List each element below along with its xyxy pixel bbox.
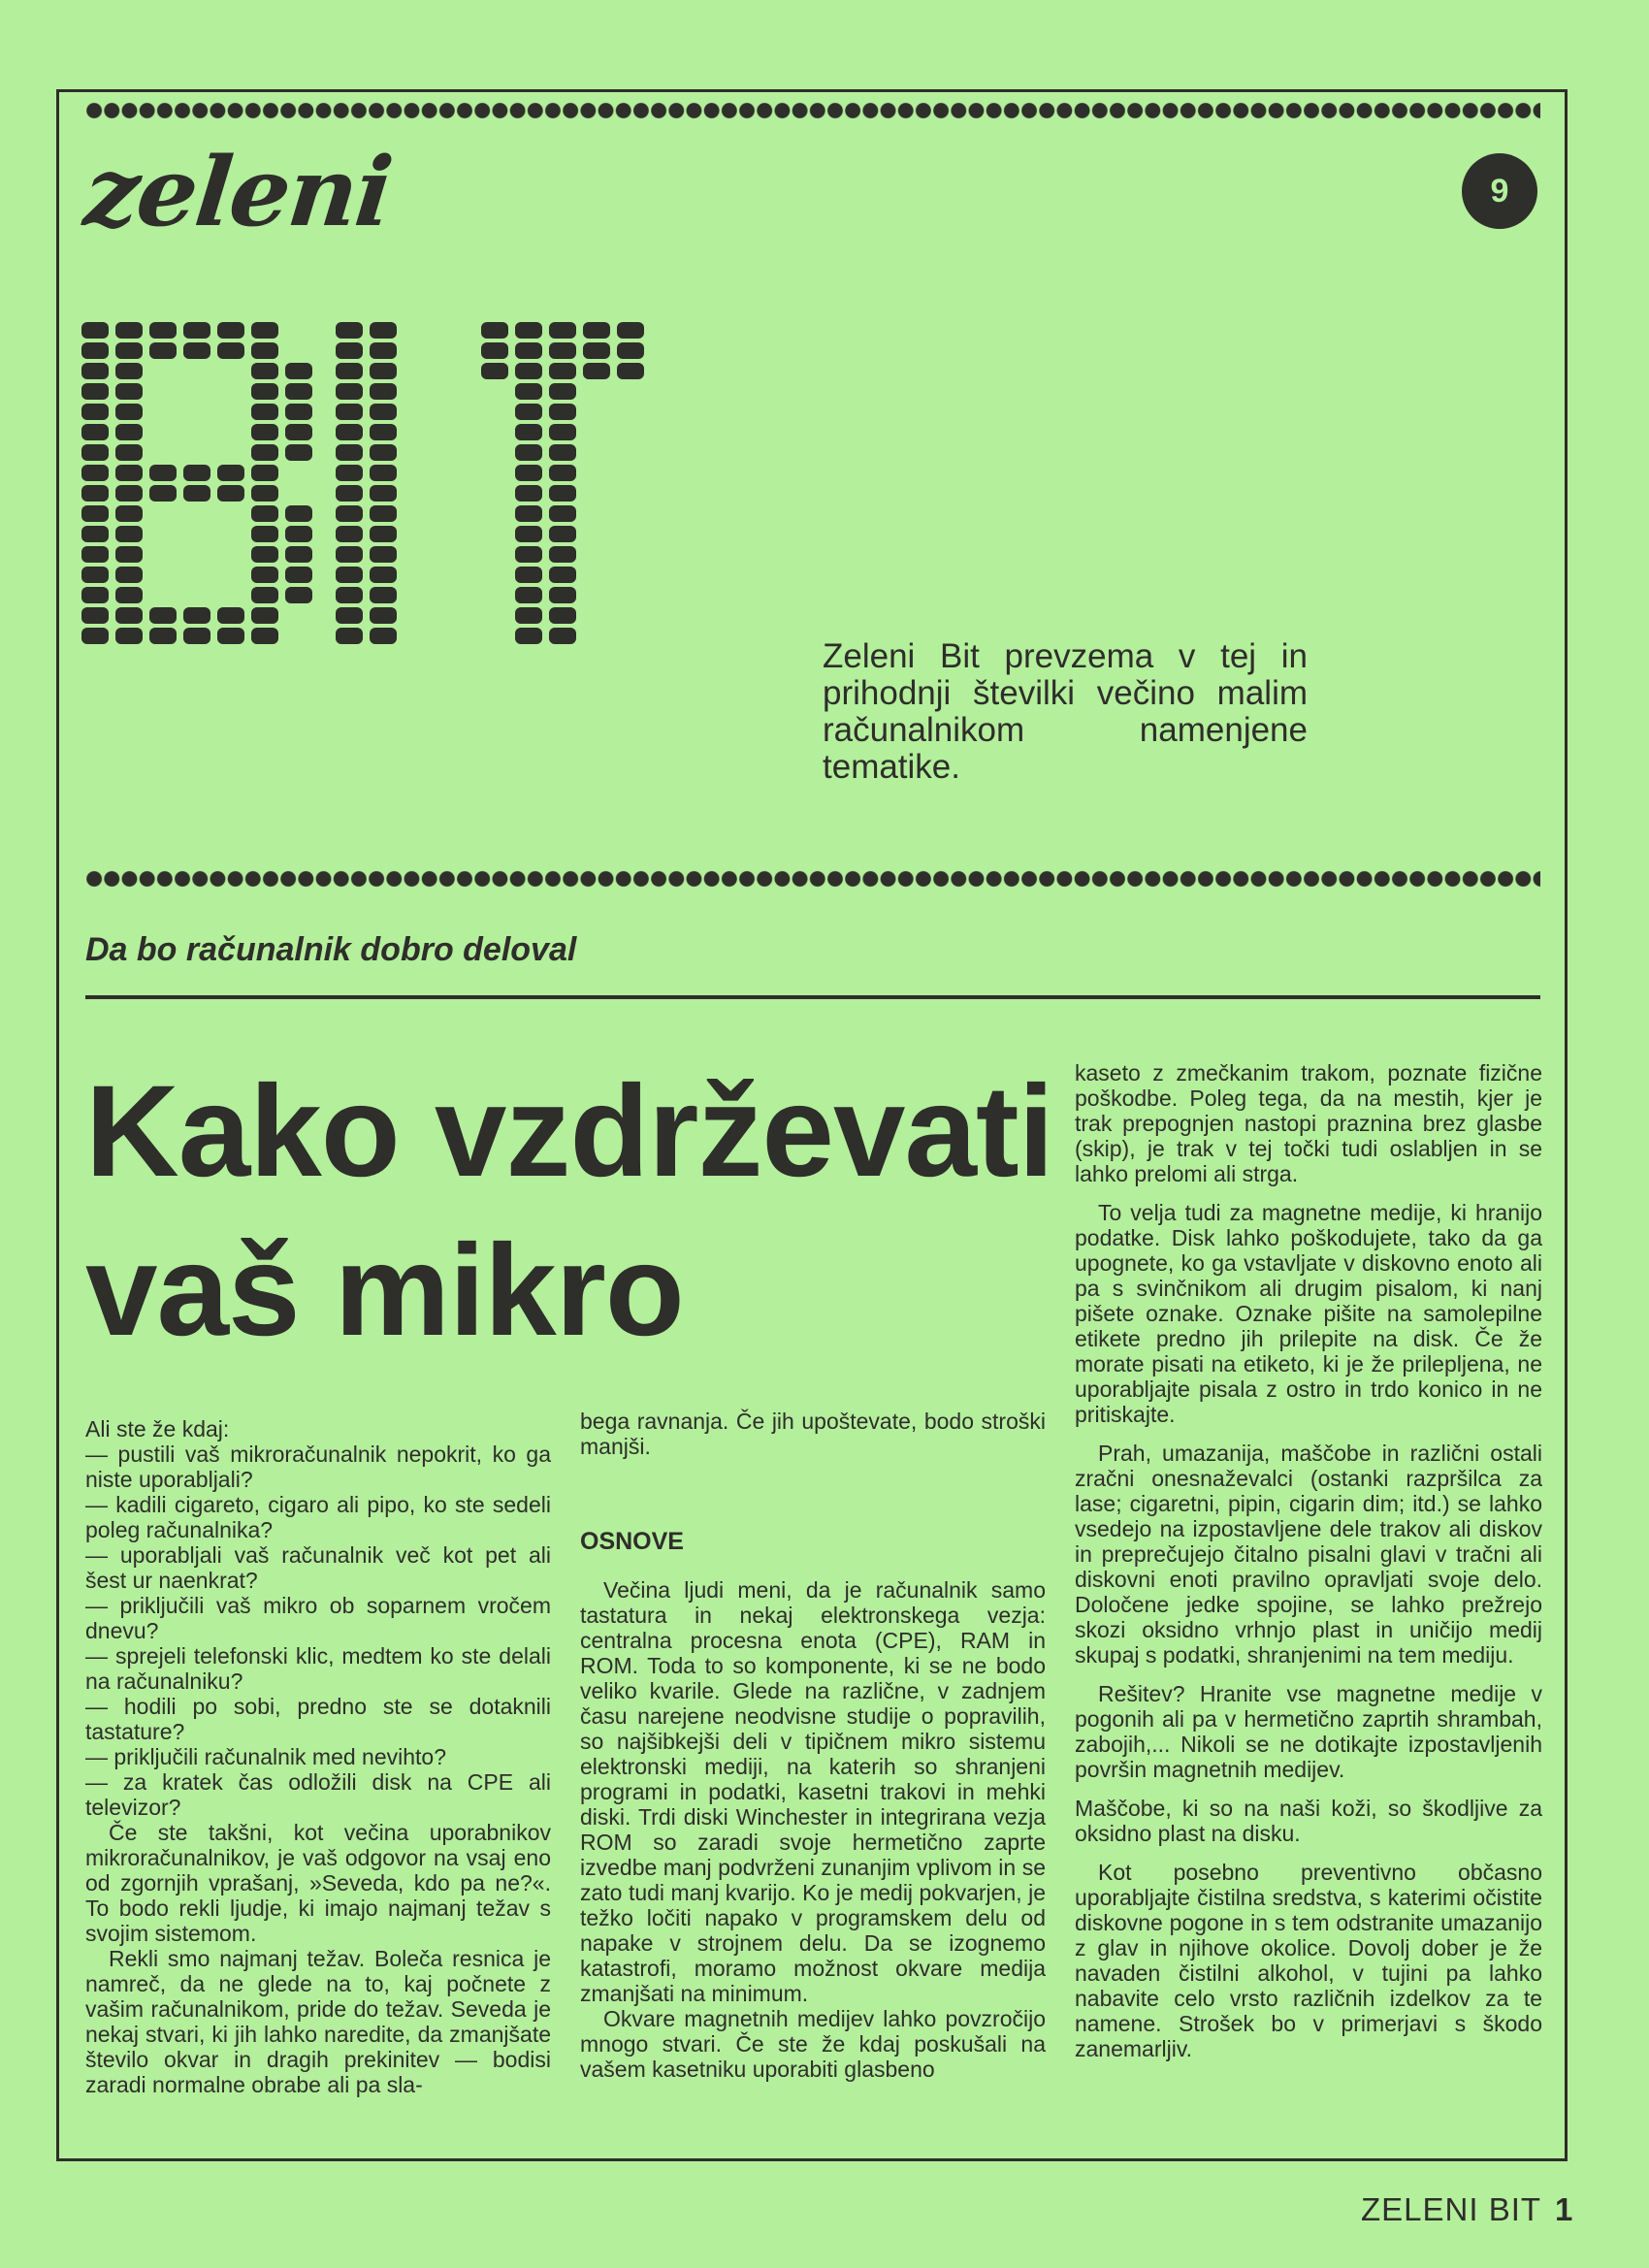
logo-cell-t (515, 322, 542, 339)
logo-cell-b (81, 546, 109, 563)
logo-cell-b (81, 322, 109, 339)
logo-cell-t (549, 505, 576, 522)
article-headline (85, 1053, 1055, 1371)
logo-cell-i (370, 567, 397, 583)
logo-cell-i (336, 607, 363, 624)
logo-cell-i (336, 505, 363, 522)
logo-cell-b (149, 322, 177, 339)
logo-cell-b (251, 607, 278, 624)
logo-cell-b (115, 424, 143, 440)
logo-cell-t (515, 628, 542, 644)
logo-cell-b (285, 424, 312, 440)
column-paragraph: bega ravnanja. Če jih upoštevate, bodo stroški manjši. (580, 1409, 1046, 1459)
logo-cell-t (549, 526, 576, 542)
logo-cell-b (183, 607, 210, 624)
column-paragraph: — priključili računalnik med nevihto? (85, 1744, 446, 1769)
logo-cell-t (515, 567, 542, 583)
logo-cell-i (336, 404, 363, 420)
logo-cell-b (285, 444, 312, 461)
logo-cell-b (81, 485, 109, 502)
logo-cell-b (251, 322, 278, 339)
logo-cell-b (217, 465, 244, 481)
logo-cell-b (251, 587, 278, 603)
logo-cell-t (549, 628, 576, 644)
headline-line-1: Kako vzdrževati (85, 1059, 1053, 1204)
section-rule (85, 995, 1540, 999)
logo-cell-i (370, 587, 397, 603)
column-paragraph: — priključili vaš mikro ob soparnem vročem dnevu? (85, 1593, 551, 1643)
logo-cell-t (481, 363, 508, 379)
logo-cell-t (583, 342, 610, 359)
logo-cell-t (549, 342, 576, 359)
logo-cell-i (370, 363, 397, 379)
logo-cell-b (251, 485, 278, 502)
logo-cell-b (183, 485, 210, 502)
logo-cell-b (81, 607, 109, 624)
logo-cell-b (115, 383, 143, 400)
logo-cell-t (515, 424, 542, 440)
logo-cell-i (370, 485, 397, 502)
logo-cell-i (336, 424, 363, 440)
column-paragraph: — hodili po sobi, predno ste se dotaknili tastature? (85, 1694, 551, 1744)
logo-cell-i (336, 546, 363, 563)
logo-cell-t (515, 404, 542, 420)
logo-cell-t (617, 322, 644, 339)
issue-number-badge: 9 (1462, 153, 1537, 229)
column-paragraph: — kadili cigareto, cigaro ali pipo, ko ste sedeli poleg računalnika? (85, 1492, 551, 1542)
logo-cell-b (251, 465, 278, 481)
logo-cell-b (81, 342, 109, 359)
logo-cell-b (285, 546, 312, 563)
logo-cell-i (336, 485, 363, 502)
logo-cell-t (617, 363, 644, 379)
logo-cell-b (115, 628, 143, 644)
logo-cell-i (336, 342, 363, 359)
logo-cell-b (115, 342, 143, 359)
column-paragraph: — uporabljali vaš računalnik več kot pet ali šest ur naenkrat? (85, 1542, 551, 1593)
logo-cell-t (549, 587, 576, 603)
logo-cell-t (515, 465, 542, 481)
column-paragraph: kaseto z zmečkanim trakom, poznate fizične poškodbe. Poleg tega, da na mestih, kjer je trak prepognjen nastopi praznina brez glasbe (skip), je trak v tej točki tudi oslabljen in se lahko prelomi ali strga. (1075, 1060, 1542, 1186)
logo-cell-b (115, 404, 143, 420)
logo-cell-b (251, 383, 278, 400)
column-paragraph: Če ste takšni, kot večina uporabnikov mikroračunalnikov, je vaš odgovor na vsaj eno od zgornjih vprašanj, »Seveda, kdo pa ne?«. To bodo rekli ljudje, ki imajo najmanj težav s svojim sistemom. (85, 1820, 551, 1946)
logo-cell-t (549, 322, 576, 339)
logo-cell-b (115, 546, 143, 563)
logo-cell-t (549, 546, 576, 563)
column-paragraph: Kot posebno preventivno občasno uporabljajte čistilna sredstva, s katerimi očistite diskovne pogone in s tem odstranite umazanijo z glav in njihove okolice. Dovolj dober je že navaden čistilni alkohol, v tujini pa lahko nabavite celo vrsto različnih izdelkov za te namene. Strošek bo v primerjavi s škodo zanemarljiv. (1075, 1860, 1542, 2061)
logo-cell-b (285, 505, 312, 522)
logo-cell-b (115, 485, 143, 502)
logo-cell-i (336, 444, 363, 461)
logo-cell-b (81, 404, 109, 420)
logo-cell-t (549, 485, 576, 502)
logo-cell-t (515, 363, 542, 379)
column-paragraph: Rekli smo najmanj težav. Boleča resnica je namreč, da ne glede na to, kaj počnete z vašim računalnikom, pride do težav. Seveda je nekaj stvari, ki jih lahko naredite, da zmanjšate število okvar in dragih prekinitev — bodisi zaradi normalne obrabe ali pa sla- (85, 1946, 551, 2097)
logo-cell-b (251, 363, 278, 379)
logo-cell-i (370, 383, 397, 400)
footer-page-number: 1 (1555, 2191, 1574, 2227)
logo-cell-t (583, 363, 610, 379)
kicker-subtitle: Da bo računalnik dobro deloval (85, 931, 577, 968)
logo-cell-t (549, 567, 576, 583)
logo-cell-t (549, 465, 576, 481)
logo-cell-b (217, 628, 244, 644)
logo-cell-i (336, 628, 363, 644)
logo-cell-t (515, 383, 542, 400)
logo-cell-i (370, 322, 397, 339)
logo-cell-b (81, 567, 109, 583)
logo-cell-b (183, 628, 210, 644)
logo-cell-b (285, 567, 312, 583)
logo-cell-b (81, 465, 109, 481)
logo-cell-t (549, 607, 576, 624)
article-column-1 (85, 1416, 551, 2097)
column-paragraph: Rešitev? Hranite vse magnetne medije v pogonih ali pa v hermetično zaprtih shrambah, zabojih,... Nikoli se ne dotikajte izpostavljenih površin magnetnih medijev. (1075, 1681, 1542, 1782)
logo-cell-b (251, 628, 278, 644)
logo-cell-b (217, 607, 244, 624)
logo-cell-t (515, 546, 542, 563)
logo-cell-b (251, 424, 278, 440)
logo-cell-b (81, 505, 109, 522)
middle-dot-border (85, 869, 1540, 889)
logo-cell-i (370, 342, 397, 359)
logo-cell-b (285, 587, 312, 603)
logo-cell-t (515, 587, 542, 603)
logo-cell-b (251, 444, 278, 461)
column-paragraph: — pustili vaš mikroračunalnik nepokrit, ko ga niste uporabljali? (85, 1442, 551, 1492)
logo-cell-b (149, 465, 177, 481)
logo-cell-b (81, 383, 109, 400)
logo-cell-b (183, 465, 210, 481)
section-heading-osnove: OSNOVE (580, 1528, 684, 1555)
top-dot-border (85, 101, 1540, 120)
logo-cell-i (336, 587, 363, 603)
logo-cell-b (81, 444, 109, 461)
logo-cell-t (515, 607, 542, 624)
logo-cell-b (115, 363, 143, 379)
logo-cell-i (336, 465, 363, 481)
logo-cell-t (481, 322, 508, 339)
logo-cell-b (285, 363, 312, 379)
logo-cell-b (81, 526, 109, 542)
logo-cell-b (217, 485, 244, 502)
column-paragraph: — za kratek čas odložili disk na CPE ali televizor? (85, 1769, 551, 1820)
logo-cell-i (336, 526, 363, 542)
logo-cell-b (285, 526, 312, 542)
logo-cell-t (617, 342, 644, 359)
logo-cell-t (515, 342, 542, 359)
logo-cell-b (149, 342, 177, 359)
logo-cell-b (115, 322, 143, 339)
logo-cell-i (370, 424, 397, 440)
logo-cell-i (336, 567, 363, 583)
column-paragraph: Ali ste že kdaj: (85, 1416, 230, 1442)
logo-cell-b (251, 546, 278, 563)
logo-cell-b (251, 404, 278, 420)
footer-magazine-name: ZELENI BIT (1361, 2191, 1542, 2227)
logo-cell-b (81, 628, 109, 644)
logo-cell-b (149, 628, 177, 644)
logo-cell-b (217, 322, 244, 339)
logo-cell-b (115, 607, 143, 624)
logo-cell-t (515, 444, 542, 461)
column-paragraph: Prah, umazanija, maščobe in različni ostali zračni onesnaževalci (ostanki razpršilca za lase; cigaretni, pipin, cigarin dim; itd.) se lahko vsedejo na izpostavljene dele trakov ali diskov in preprečujejo čitalno pisalni glavi v tračni ali diskovni enoti pravilno opravljati svoje delo. Določene jedke spojine, se lahko prežrejo skozi oksidno vrhnjo plast in uničijo medij skupaj s podatki, shranjenimi na tem mediju. (1075, 1441, 1542, 1668)
logo-cell-b (149, 485, 177, 502)
logo-cell-t (481, 342, 508, 359)
logo-cell-b (251, 505, 278, 522)
logo-cell-t (549, 424, 576, 440)
headline-line-2: vaš mikro (85, 1218, 684, 1363)
logo-cell-i (370, 526, 397, 542)
logo-word-zeleni: zeleni (80, 137, 397, 248)
logo-cell-t (515, 526, 542, 542)
logo-cell-b (183, 322, 210, 339)
logo-cell-t (515, 505, 542, 522)
logo-cell-i (370, 444, 397, 461)
logo-cell-i (336, 383, 363, 400)
page-footer (1361, 2191, 1573, 2228)
logo-cell-t (549, 363, 576, 379)
logo-cell-i (336, 322, 363, 339)
logo-cell-t (583, 322, 610, 339)
logo-cell-i (370, 505, 397, 522)
bit-dot-matrix-logo (81, 320, 780, 805)
logo-cell-b (81, 587, 109, 603)
logo-cell-b (251, 567, 278, 583)
logo-cell-b (217, 342, 244, 359)
logo-cell-b (251, 342, 278, 359)
logo-cell-b (285, 383, 312, 400)
logo-cell-t (549, 404, 576, 420)
column-paragraph: Okvare magnetnih medijev lahko povzročijo mnogo stvari. Če ste že kdaj poskušali na vašem kasetniku uporabiti glasbeno (580, 2006, 1046, 2082)
logo-cell-b (115, 587, 143, 603)
logo-cell-t (549, 383, 576, 400)
logo-cell-i (370, 546, 397, 563)
logo-cell-b (149, 607, 177, 624)
logo-cell-i (370, 607, 397, 624)
logo-cell-i (370, 465, 397, 481)
logo-cell-b (115, 526, 143, 542)
article-column-2 (580, 1409, 1046, 2082)
logo-cell-b (81, 424, 109, 440)
logo-cell-i (370, 628, 397, 644)
column-paragraph: To velja tudi za magnetne medije, ki hranijo podatke. Disk lahko poškodujete, tako da ga upognete, ko ga vstavljate v diskovno enoto ali pa s svinčnikom ali drugim pisalom, ki nanj pišete oznake. Oznake pišite na samolepilne etikete predno jih prilepite na disk. Če že morate pisati na etiketo, ki je že prilepljena, ne uporabljajte pisala z ostro in trdo konico in ne pritiskajte. (1075, 1200, 1542, 1427)
logo-cell-b (285, 404, 312, 420)
logo-cell-b (251, 526, 278, 542)
article-column-3 (1075, 1060, 1542, 2061)
logo-cell-t (515, 485, 542, 502)
logo-cell-b (115, 505, 143, 522)
logo-cell-b (81, 363, 109, 379)
logo-cell-b (115, 444, 143, 461)
logo-cell-t (549, 444, 576, 461)
logo-cell-i (336, 363, 363, 379)
logo-cell-b (115, 465, 143, 481)
column-paragraph: Maščobe, ki so na naši koži, so škodljive za oksidno plast na disku. (1075, 1796, 1542, 1846)
logo-cell-b (183, 342, 210, 359)
logo-cell-i (370, 404, 397, 420)
column-paragraph: — sprejeli telefonski klic, medtem ko ste delali na računalniku? (85, 1643, 551, 1694)
logo-cell-b (115, 567, 143, 583)
intro-text: Zeleni Bit prevzema v tej in prihodnji številki večino malim računalnikom namenjene tematike. (823, 637, 1308, 786)
column-paragraph: Večina ljudi meni, da je računalnik samo tastatura in nekaj elektronskega vezja: centralna procesna enota (CPE), RAM in ROM. Toda to so komponente, ki se ne bodo veliko kvarile. Glede na različne, v zadnjem času narejene neodvisne studije o popravilih, so najšibkejši deli v tipičnem mikro sistemu elektronski mediji, na katerih so shranjeni programi in podatki, kasetni trakovi in mehki diski. Trdi diski Winchester in integrirana vezja ROM so zaradi svoje hermetično zaprte izvedbe manj podvrženi zunanjim vplivom in se zato tudi manj kvarijo. Ko je medij pokvarjen, je težko ločiti napako v programskem delu od napake v strojnem delu. Da se izognemo katastrofi, moramo možnost okvare medija zmanjšati na minimum. (580, 1577, 1046, 2006)
